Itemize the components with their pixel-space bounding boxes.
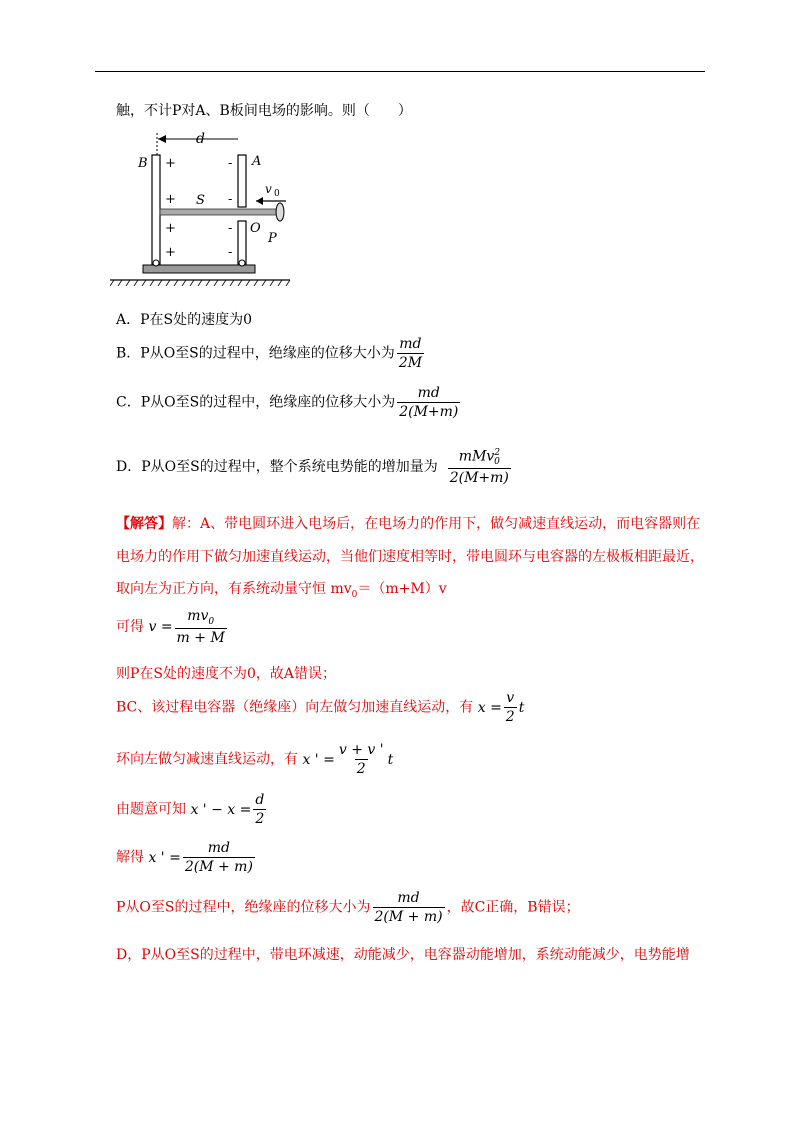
header-rule — [95, 71, 705, 72]
plus-4: + — [165, 245, 176, 260]
answer-line-7: 环向左做匀减速直线运动，有 x ' = $\frac{v + v '}{2}$ t — [116, 742, 394, 777]
answer-line-5: 则P在S处的速度不为0，故A错误； — [116, 666, 337, 682]
label-v-sub: 0 — [274, 189, 280, 199]
answer-line-8: 由题意可知 x ' − x = $\frac{d}{2}$ — [116, 792, 265, 827]
minus-1: - — [228, 156, 233, 171]
answer-line-4: 可得 v = $\frac{mv_0}{m + M}$ — [116, 608, 225, 646]
option-b-fraction: $\frac{md}{2M}$ — [398, 336, 423, 371]
option-a: A．P在S处的速度为0 — [116, 312, 253, 328]
answer-line-2: 电场力的作用下做匀加速直线运动，当他们速度相等时，带电圆环与电容器的左极板相距最近， — [116, 549, 704, 565]
answer-line-11: D，P从O至S的过程中，带电环减速，动能减少，电容器动能增加，系统动能减少，电势能增 — [116, 947, 690, 963]
plus-2: + — [165, 192, 176, 207]
label-A: A — [252, 154, 262, 169]
answer-line-1: 【解答】解：A、带电圆环进入电场后，在电场力的作用下，做匀减速直线运动，而电容器则在 — [116, 516, 701, 532]
minus-3: - — [228, 221, 233, 236]
capacitor-diagram — [110, 125, 300, 295]
answer-frac-v: $\frac{mv_0}{m + M}$ — [176, 608, 225, 646]
label-B: B — [138, 156, 148, 171]
option-d: D．P从O至S的过程中，整个系统电势能的增加量为 $\frac{mMv^2_0}{2(M+m)}$ — [116, 448, 509, 487]
answer-line-6: BC、该过程电容器（绝缘座）向左做匀加速直线运动，有 x = $\frac{v}{2}$ t — [116, 690, 525, 725]
label-P: P — [268, 231, 277, 246]
option-b: B．P从O至S的过程中，绝缘座的位移大小为 $\frac{md}{2M}$ — [116, 336, 423, 371]
answer-line-10: P从O至S的过程中，绝缘座的位移大小为 $\frac{md}{2(M + m)}$ ，故C正确，B错误； — [116, 890, 580, 925]
option-d-fraction: $\frac{mMv^2_0}{2(M+m)}$ — [449, 448, 509, 487]
label-v: v — [265, 182, 272, 196]
label-O: O — [250, 221, 261, 236]
answer-line-9: 解得 x ' = $\frac{md}{2(M + m)}$ — [116, 840, 253, 875]
label-d: d — [196, 131, 205, 147]
answer-line-3: 取向左为正方向，有系统动量守恒 $mv_0=(m+M)v$ — [116, 581, 447, 600]
plus-3: + — [165, 221, 176, 236]
plus-1: + — [165, 156, 176, 171]
option-c: C．P从O至S的过程中，绝缘座的位移大小为 $\frac{md}{2(M+m)}$ — [116, 385, 459, 420]
minus-4: - — [228, 245, 233, 260]
option-c-fraction: $\frac{md}{2(M+m)}$ — [399, 385, 459, 420]
minus-2: - — [228, 192, 233, 207]
label-S: S — [196, 193, 205, 208]
question-intro: 触，不计P对A、B板间电场的影响。则（ ） — [116, 103, 412, 119]
